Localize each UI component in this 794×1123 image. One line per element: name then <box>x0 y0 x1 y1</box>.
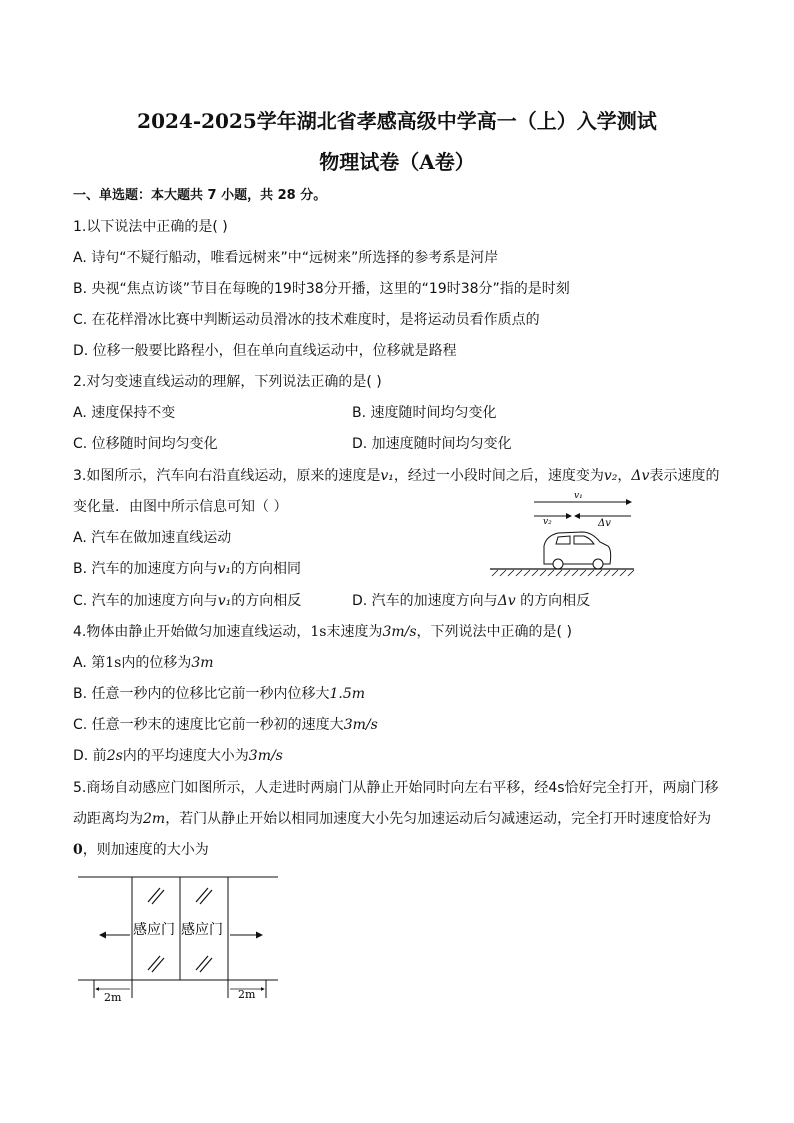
q4-option-d: D. 前2s内的平均速度大小为3m/s <box>73 748 283 764</box>
q2-stem: 2.对匀变速直线运动的理解，下列说法正确的是( ) <box>73 374 382 390</box>
fig-dv-label: Δv <box>598 518 611 529</box>
fig-v2-label: v₂ <box>543 517 552 527</box>
q5-stem-line3: 0，则加速度的大小为 <box>73 842 209 858</box>
q2-option-a: A. 速度保持不变 <box>73 405 176 421</box>
q3-option-c: C. 汽车的加速度方向与v₁的方向相反 <box>73 593 302 609</box>
q5-stem-line1: 5.商场自动感应门如图所示，人走进时两扇门从静止开始同时向左右平移，经4s恰好完全打开，两扇门移 <box>73 780 719 796</box>
q1-option-d: D. 位移一般要比路程小，但在单向直线运动中，位移就是路程 <box>73 343 457 359</box>
q5-stem-line2: 动距离均为2m，若门从静止开始以相同加速度大小先匀加速运动后匀减速运动，完全打开时速度恰好为 <box>73 811 712 827</box>
door-right-label: 感应门 <box>181 922 223 938</box>
section-heading: 一、单选题：本大题共 7 小题，共 28 分。 <box>73 188 327 203</box>
v2-symbol: v₂ <box>603 468 618 484</box>
sliding-door-figure <box>72 868 282 1008</box>
q3-stem-line2: 变化量．由图中所示信息可知（ ） <box>73 499 288 515</box>
q2-option-b: B. 速度随时间均匀变化 <box>352 405 497 421</box>
q1-option-b: B. 央视“焦点访谈”节目在每晚的19时38分开播，这里的“19时38分”指的是时刻 <box>73 281 570 297</box>
q4-option-a: A. 第1s内的位移为3m <box>73 655 214 671</box>
q4-option-c: C. 任意一秒末的速度比它前一秒初的速度大3m/s <box>73 717 378 733</box>
v1-symbol: v₁ <box>380 468 394 484</box>
q1-option-c: C. 在花样滑冰比赛中判断运动员滑冰的技术难度时，是将运动员看作质点的 <box>73 312 540 328</box>
q1-stem: 1.以下说法中正确的是( ) <box>73 219 228 235</box>
dv-symbol: Δv <box>631 468 650 484</box>
q2-option-c: C. 位移随时间均匀变化 <box>73 436 218 452</box>
dist-left-label: 2m <box>104 991 122 1004</box>
q4-option-b: B. 任意一秒内的位移比它前一秒内位移大1.5m <box>73 686 366 702</box>
page-title: 2024-2025学年湖北省孝感高级中学高一（上）入学测试 <box>137 109 657 133</box>
q2-option-d: D. 加速度随时间均匀变化 <box>352 436 512 452</box>
page-subtitle: 物理试卷（A卷） <box>319 150 475 174</box>
q1-option-a: A. 诗句“不疑行船动，唯看远树来”中“远树来”所选择的参考系是河岸 <box>73 250 499 266</box>
door-left-label: 感应门 <box>133 922 175 938</box>
fig-v1-label: v₁ <box>574 491 583 501</box>
car-velocity-figure <box>486 488 636 580</box>
q3-option-b: B. 汽车的加速度方向与v₁的方向相同 <box>73 561 302 577</box>
q3-option-d: D. 汽车的加速度方向与Δv 的方向相反 <box>352 593 591 609</box>
q3-option-a: A. 汽车在做加速直线运动 <box>73 530 232 546</box>
q4-stem: 4.物体由静止开始做匀加速直线运动，1s末速度为3m/s，下列说法中正确的是( ) <box>73 624 572 640</box>
car-icon <box>544 532 611 569</box>
q3-stem-line1: 3.如图所示，汽车向右沿直线运动，原来的速度是v₁，经过一小段时间之后，速度变为v₂，Δv表示速度的 <box>73 468 720 484</box>
dist-right-label: 2m <box>238 988 256 1001</box>
ground-hatch <box>492 570 634 576</box>
